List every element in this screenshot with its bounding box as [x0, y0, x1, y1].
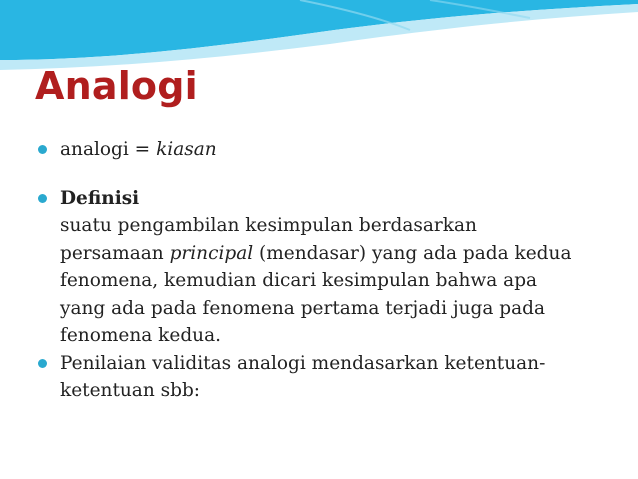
definisi-line-2-italic: principal: [169, 242, 254, 264]
bullet-dot-icon: [38, 194, 47, 203]
bullet-dot-icon: [38, 359, 47, 368]
definisi-heading: Definisi: [60, 187, 140, 209]
definisi-line-2-c: (mendasar) yang ada pada kedua: [253, 242, 572, 264]
bullet-item-analogi: [38, 136, 608, 164]
definisi-line-5: fenomena kedua.: [60, 325, 221, 346]
definisi-line-1: suatu pengambilan kesimpulan berdasarkan: [60, 215, 477, 236]
bullet-line: [60, 136, 608, 164]
term-text: analogi: [60, 139, 129, 160]
slide-title: Analogi: [35, 64, 198, 108]
penilaian-line-1: Penilaian validitas analogi mendasarkan ketentuan-: [60, 352, 546, 374]
definisi-line-3: fenomena, kemudian dicari kesimpulan bahwa apa: [60, 270, 538, 291]
bullet-item-penilaian: [38, 350, 608, 405]
bullet-dot-icon: [38, 145, 47, 154]
definisi-line-2-a: persamaan: [60, 242, 170, 264]
slide-content: [38, 136, 608, 405]
bullet-item-definisi: [38, 185, 608, 350]
definisi-line-2: [60, 240, 608, 268]
penilaian-line-2: ketentuan sbb:: [60, 380, 201, 401]
definisi-line-4: yang ada pada fenomena pertama terjadi juga pada: [60, 297, 546, 319]
equals-text: =: [128, 139, 157, 160]
meaning-text: kiasan: [156, 139, 217, 160]
